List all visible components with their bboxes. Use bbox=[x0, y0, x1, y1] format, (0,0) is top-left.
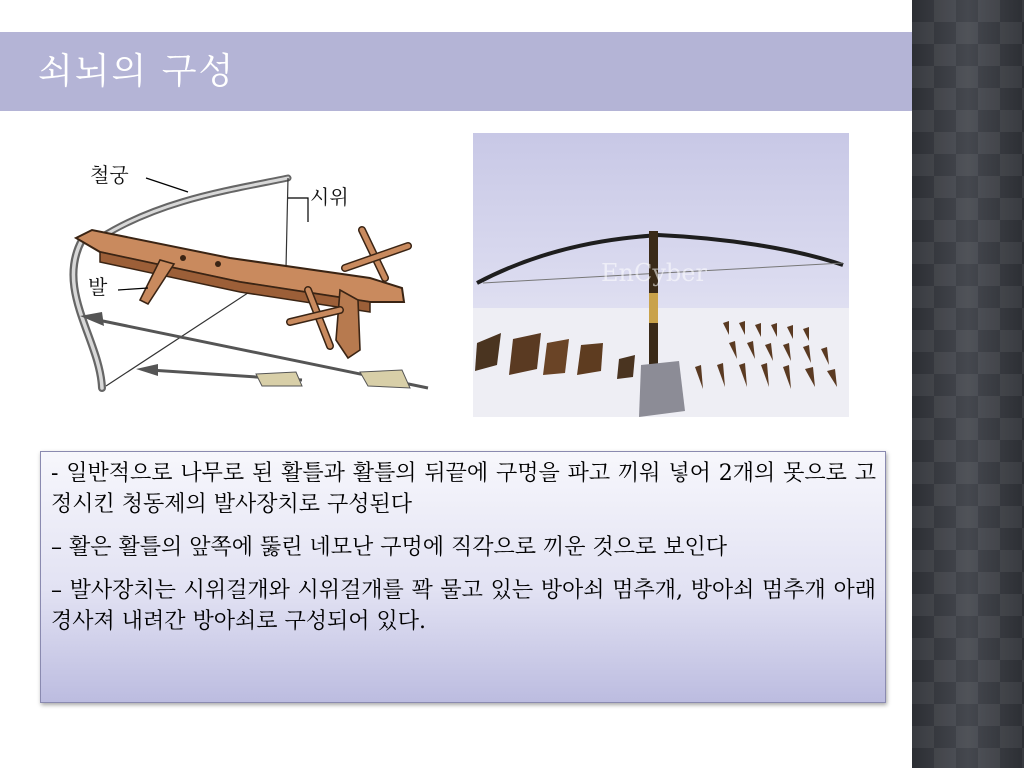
description-box bbox=[40, 451, 886, 703]
photo-watermark: EnCyber bbox=[601, 259, 707, 287]
side-pattern-panel bbox=[912, 0, 1024, 768]
crossbow-photo bbox=[473, 133, 849, 417]
label-foot: 발 bbox=[88, 275, 108, 299]
description-paragraph-1: - 일반적으로 나무로 된 활틀과 활틀의 뒤끝에 구멍을 파고 끼워 넣어 2개의 못으로 고정시킨 청동제의 발사장치로 구성된다 bbox=[51, 461, 876, 517]
label-string: 시위 bbox=[310, 185, 349, 209]
description-paragraph-3: – 발사장치는 시위걸개와 시위걸개를 꽉 물고 있는 방아쇠 멈추개, 방아쇠 멈추개 아래 경사져 내려간 방아쇠로 구성되어 있다. bbox=[51, 578, 876, 634]
label-bow: 철궁 bbox=[90, 163, 129, 187]
description-paragraph-2: – 활은 활틀의 앞쪽에 뚫린 네모난 구멍에 직각으로 끼운 것으로 보인다 bbox=[51, 535, 727, 560]
crossbow-diagram bbox=[40, 150, 440, 410]
slide-title: 쇠뇌의 구성 bbox=[38, 51, 236, 92]
